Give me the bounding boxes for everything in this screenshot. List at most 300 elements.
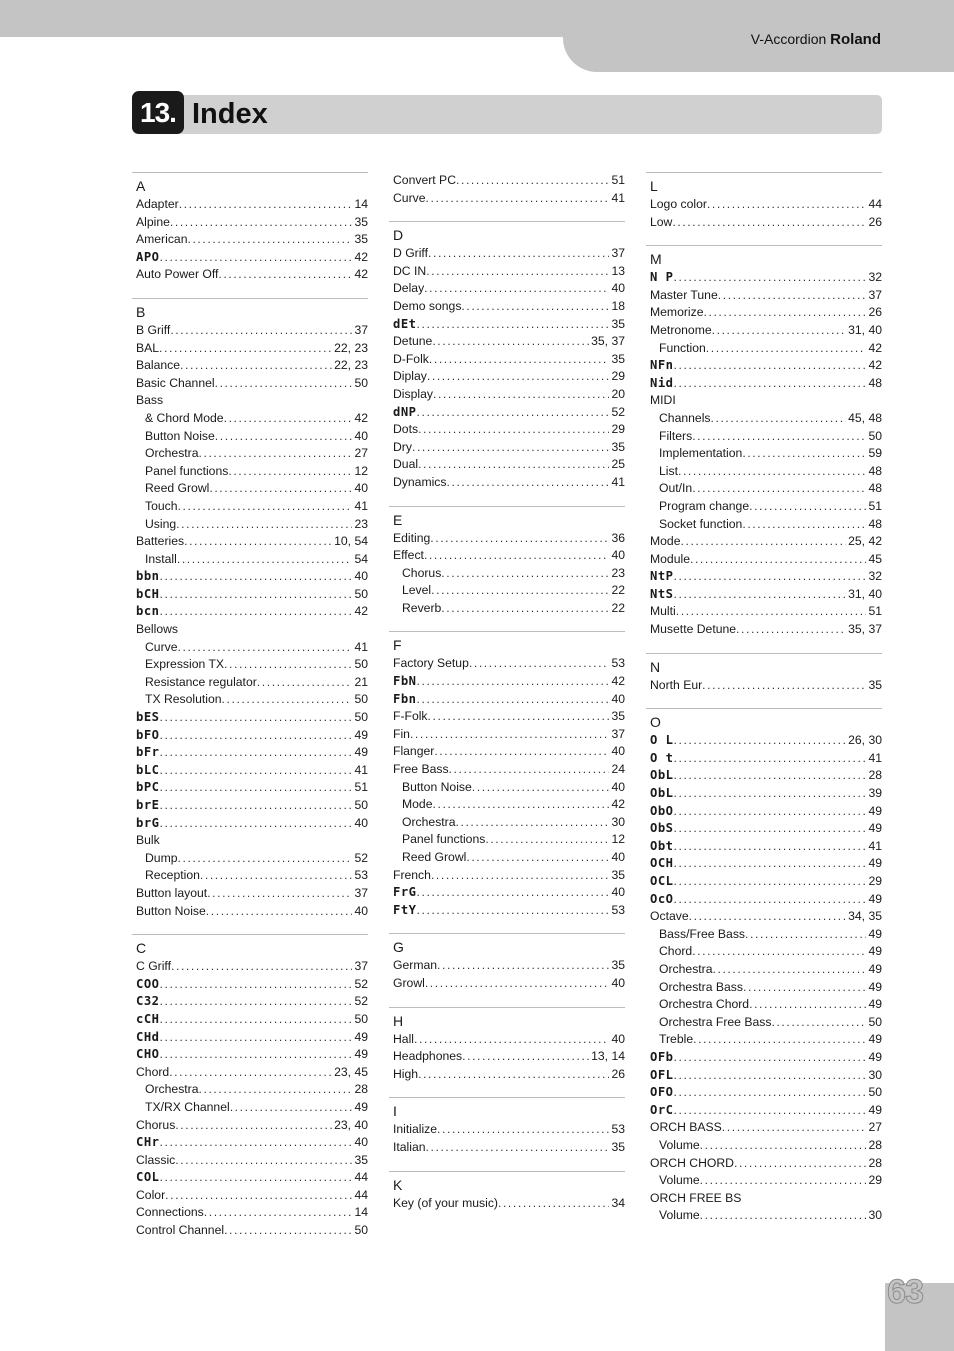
entry-page: 26 (868, 214, 882, 229)
dot-leader (692, 480, 866, 498)
index-subentry (389, 831, 625, 849)
entry-term: Diplay (393, 369, 427, 384)
entry-term: NtS (650, 586, 674, 601)
index-section (389, 506, 625, 632)
entry-term: O L (650, 733, 674, 748)
dot-leader (160, 762, 353, 780)
entry-page: 45 (868, 551, 882, 566)
entry-term: Mode (402, 797, 433, 812)
entry-term: Editing (393, 530, 431, 545)
index-entry (646, 1067, 882, 1085)
entry-page: 29 (611, 369, 625, 384)
dot-leader (159, 340, 332, 358)
entry-term: Program change (659, 498, 750, 513)
entry-term: Mode (650, 534, 681, 549)
index-section (389, 172, 625, 221)
header-brand (751, 31, 881, 48)
dot-leader (722, 1119, 867, 1137)
entry-page: 12 (354, 463, 368, 478)
entry-page: 12 (611, 832, 625, 847)
entry-term: Delay (393, 281, 425, 296)
entry-term: Alpine (136, 214, 170, 229)
dot-leader (215, 428, 353, 446)
dot-leader (160, 603, 353, 621)
entry-term: Treble (659, 1032, 694, 1047)
entry-term: Resistance regulator (145, 674, 257, 689)
index-entry (132, 586, 368, 604)
index-entry (132, 1029, 368, 1047)
index-subentry (132, 480, 368, 498)
section-letter: O (650, 714, 661, 731)
dot-leader (441, 600, 609, 618)
entry-term: bLC (136, 762, 160, 777)
dot-leader (160, 797, 353, 815)
entry-term: TX Resolution (145, 692, 222, 707)
index-entry (646, 392, 882, 410)
dot-leader (466, 849, 609, 867)
entry-page: 10, 54 (334, 534, 368, 549)
index-entry (132, 340, 368, 358)
dot-leader (169, 1064, 332, 1082)
dot-leader (178, 498, 353, 516)
entry-term: ORCH BASS (650, 1120, 722, 1135)
entry-page: 41 (611, 190, 625, 205)
index-entry (646, 304, 882, 322)
index-subentry (646, 1031, 882, 1049)
index-entry (132, 1152, 368, 1170)
dot-leader (177, 551, 353, 569)
index-entry (132, 762, 368, 780)
entry-page: 40 (611, 548, 625, 563)
entry-term: Volume (659, 1173, 700, 1188)
entry-page: 41 (354, 639, 368, 654)
entry-page: 48 (868, 481, 882, 496)
entry-term: Bass (136, 393, 164, 408)
entry-page: 35 (354, 232, 368, 247)
entry-page: 50 (354, 1223, 368, 1238)
index-subentry (646, 943, 882, 961)
entry-term: OCH (650, 856, 674, 871)
entry-page: 30 (868, 1208, 882, 1223)
entry-page: 40 (611, 850, 625, 864)
entry-page: 35 (611, 351, 625, 366)
entry-term: Orchestra Free Bass (659, 1014, 772, 1029)
index-section (389, 1097, 625, 1170)
index-entry (389, 351, 625, 369)
index-entry (132, 533, 368, 551)
dot-leader (414, 1031, 609, 1049)
entry-term: Reception (145, 868, 200, 883)
entry-page: 51 (868, 604, 882, 619)
dot-leader (224, 1222, 352, 1240)
entry-page: 35 (611, 958, 625, 973)
entry-page: 53 (354, 868, 368, 883)
dot-leader (432, 333, 589, 351)
entry-page: 37 (354, 885, 368, 900)
dot-leader (674, 873, 867, 891)
dot-leader (224, 410, 353, 428)
entry-page: 22, 23 (334, 340, 368, 355)
entry-term: Bellows (136, 622, 178, 637)
entry-term: Chorus (136, 1117, 176, 1132)
dot-leader (498, 1195, 609, 1213)
dot-leader (749, 996, 866, 1014)
entry-page: 49 (868, 1102, 882, 1117)
entry-page: 53 (611, 1122, 625, 1137)
index-entry (646, 785, 882, 803)
entry-term: & Chord Mode (145, 410, 224, 425)
index-subentry (646, 463, 882, 481)
entry-page: 32 (868, 270, 882, 285)
section-letter: H (393, 1012, 404, 1029)
entry-page: 36 (611, 530, 625, 545)
index-entry (646, 1155, 882, 1173)
dot-leader (674, 785, 867, 803)
entry-page: 28 (354, 1082, 368, 1097)
entry-page: 41 (868, 838, 882, 853)
dot-leader (441, 565, 609, 583)
dot-leader (700, 1207, 867, 1225)
index-entry (132, 779, 368, 797)
entry-term: Headphones (393, 1049, 463, 1064)
dot-leader (449, 761, 610, 779)
entry-term: TX/RX Channel (145, 1099, 230, 1114)
dot-leader (426, 190, 610, 208)
dot-leader (674, 586, 847, 604)
dot-leader (674, 1049, 867, 1067)
dot-leader (674, 820, 867, 838)
entry-page: 53 (611, 902, 625, 917)
dot-leader (674, 750, 867, 768)
entry-term: ObL (650, 786, 674, 801)
entry-term: Reverb (402, 600, 442, 615)
entry-term: D-Folk (393, 351, 429, 366)
dot-leader (437, 1121, 609, 1139)
entry-term: Panel functions (402, 832, 486, 847)
entry-term: Master Tune (650, 287, 718, 302)
entry-page: 48 (868, 375, 882, 390)
entry-page: 29 (611, 422, 625, 437)
dot-leader (434, 743, 609, 761)
dot-leader (692, 428, 866, 446)
entry-term: BAL (136, 340, 160, 355)
dot-leader (160, 249, 353, 267)
entry-page: 35 (868, 677, 882, 692)
dot-leader (690, 551, 866, 569)
entry-term: American (136, 232, 188, 247)
index-entry (646, 873, 882, 891)
entry-term: Demo songs (393, 298, 462, 313)
index-entry (389, 1066, 625, 1084)
entry-term: Curve (145, 639, 178, 654)
entry-term: Level (402, 583, 432, 598)
entry-page: 49 (868, 1032, 882, 1047)
entry-term: Memorize (650, 305, 704, 320)
entry-term: O t (650, 750, 674, 765)
dot-leader (431, 867, 610, 885)
section-letter: D (393, 227, 404, 244)
entry-page: 49 (868, 979, 882, 994)
entry-page: 37 (354, 322, 368, 337)
entry-term: F-Folk (393, 709, 428, 724)
index-entry (646, 586, 882, 604)
dot-leader (712, 322, 846, 340)
entry-term: Detune (393, 334, 433, 349)
dot-leader (417, 673, 610, 691)
index-subentry (646, 1207, 882, 1225)
dot-leader (447, 474, 610, 492)
entry-page: 37 (611, 726, 625, 741)
entry-term: Auto Power Off (136, 267, 219, 282)
entry-term: dNP (393, 404, 417, 419)
entry-term: Volume (659, 1208, 700, 1223)
entry-page: 49 (354, 1099, 368, 1114)
dot-leader (160, 1169, 353, 1187)
entry-term: Filters (659, 428, 693, 443)
entry-page: 22 (611, 583, 625, 598)
index-entry (646, 287, 882, 305)
index-section (389, 221, 625, 505)
dot-leader (222, 691, 353, 709)
entry-term: North Eur (650, 677, 703, 692)
index-entry (132, 196, 368, 214)
entry-page: 35 (354, 214, 368, 229)
dot-leader (175, 1117, 332, 1135)
dot-leader (674, 1067, 867, 1085)
index-subentry (132, 1081, 368, 1099)
entry-term: N P (650, 270, 674, 285)
entry-page: 40 (354, 428, 368, 443)
index-entry (646, 855, 882, 873)
entry-page: 35, 37 (591, 334, 625, 349)
entry-page: 50 (354, 692, 368, 707)
index-subentry (389, 849, 625, 867)
entry-page: 23 (354, 516, 368, 531)
entry-page: 35 (611, 1139, 625, 1154)
entry-term: Fin (393, 726, 410, 741)
entry-page: 59 (868, 446, 882, 461)
dot-leader (199, 1081, 353, 1099)
entry-term: CHd (136, 1029, 160, 1044)
dot-leader (674, 838, 867, 856)
entry-term: Growl (393, 975, 425, 990)
dot-leader (170, 322, 352, 340)
entry-term: Flanger (393, 744, 435, 759)
index-entry (389, 316, 625, 334)
dot-leader (437, 957, 609, 975)
entry-page: 49 (868, 926, 882, 941)
dot-leader (749, 498, 866, 516)
index-subentry (132, 850, 368, 868)
entry-term: Dual (393, 457, 419, 472)
section-letter: A (136, 178, 146, 194)
entry-page: 52 (354, 976, 368, 991)
entry-term: Button Noise (145, 428, 215, 443)
index-entry (132, 727, 368, 745)
section-letter: K (393, 1176, 403, 1193)
index-entry (389, 867, 625, 885)
entry-page: 25 (611, 457, 625, 472)
entry-page: 29 (868, 1173, 882, 1188)
entry-term: OFb (650, 1049, 674, 1064)
entry-term: CHO (136, 1047, 160, 1062)
entry-page: 40 (611, 744, 625, 759)
index-entry (646, 1102, 882, 1120)
dot-leader (418, 1066, 609, 1084)
entry-term: D Griff (393, 246, 428, 261)
index-entry (132, 1117, 368, 1135)
dot-leader (674, 767, 867, 785)
dot-leader (743, 979, 866, 997)
index-entry (389, 172, 625, 190)
entry-term: OFO (650, 1085, 674, 1100)
entry-term: Install (145, 551, 177, 566)
index-entry (389, 456, 625, 474)
index-entry (646, 357, 882, 375)
entry-term: dEt (393, 316, 417, 331)
entry-page: 40 (611, 885, 625, 900)
index-subentry (132, 410, 368, 428)
entry-term: German (393, 958, 438, 973)
index-entry (646, 803, 882, 821)
entry-page: 52 (354, 850, 368, 865)
index-entry (132, 357, 368, 375)
dot-leader (676, 603, 867, 621)
dot-leader (160, 993, 353, 1011)
entry-term: brE (136, 798, 160, 812)
dot-leader (461, 298, 609, 316)
entry-page: 34 (611, 1195, 625, 1210)
entry-page: 37 (354, 959, 368, 974)
entry-page: 32 (868, 569, 882, 584)
index-subentry (389, 779, 625, 797)
index-subentry (646, 926, 882, 944)
entry-term: FtY (393, 902, 417, 917)
section-letter: C (136, 940, 147, 957)
entry-page: 27 (354, 446, 368, 461)
index-entry (132, 1134, 368, 1152)
dot-leader (160, 779, 353, 797)
dot-leader (199, 445, 353, 463)
index-subentry (132, 463, 368, 481)
entry-term: Color (136, 1187, 166, 1202)
dot-leader (674, 891, 867, 909)
entry-term: Balance (136, 358, 181, 373)
index-entry (389, 386, 625, 404)
dot-leader (700, 1137, 867, 1155)
index-entry (132, 322, 368, 340)
entry-page: 50 (354, 798, 368, 812)
dot-leader (200, 867, 353, 885)
entry-page: 52 (354, 994, 368, 1009)
entry-page: 50 (868, 1085, 882, 1100)
section-letter: N (650, 658, 661, 675)
entry-page: 35 (611, 316, 625, 331)
dot-leader (736, 621, 846, 639)
entry-page: 23, 40 (334, 1117, 368, 1132)
entry-page: 50 (354, 657, 368, 672)
index-section (389, 1171, 625, 1227)
index-entry (646, 1084, 882, 1102)
dot-leader (700, 1172, 867, 1190)
dot-leader (711, 410, 847, 428)
dot-leader (417, 316, 610, 334)
entry-page: 52 (611, 404, 625, 419)
entry-page: 22 (611, 600, 625, 615)
entry-page: 40 (611, 779, 625, 794)
entry-page: 40 (354, 903, 368, 918)
entry-term: Touch (145, 498, 178, 513)
index-section (132, 934, 368, 1254)
entry-page: 23 (611, 565, 625, 580)
index-entry (132, 1169, 368, 1187)
index-subentry (646, 480, 882, 498)
dot-leader (410, 726, 610, 744)
brand-logo: Roland (830, 31, 881, 48)
dot-leader (207, 885, 352, 903)
entry-page: 31, 40 (848, 322, 882, 337)
entry-page: 14 (354, 1205, 368, 1220)
entry-page: 40 (611, 975, 625, 990)
index-section (389, 933, 625, 1006)
dot-leader (425, 975, 610, 993)
index-entry (646, 621, 882, 639)
entry-page: 44 (354, 1170, 368, 1185)
index-entry (132, 231, 368, 249)
entry-term: Dynamics (393, 474, 447, 489)
entry-term: brG (136, 815, 160, 830)
dot-leader (469, 655, 610, 673)
index-entry (389, 691, 625, 709)
section-letter: G (393, 939, 404, 956)
index-entry (389, 1031, 625, 1049)
entry-term: Orchestra Chord (659, 997, 750, 1012)
index-entry (389, 280, 625, 298)
index-subentry (132, 639, 368, 657)
entry-term: Metronome (650, 322, 712, 337)
index-subentry (389, 796, 625, 814)
index-entry (132, 266, 368, 284)
entry-page: 41 (611, 474, 625, 489)
entry-term: Panel functions (145, 463, 229, 478)
dot-leader (713, 961, 867, 979)
dot-leader (704, 304, 867, 322)
index-entry (646, 1049, 882, 1067)
index-entry (132, 903, 368, 921)
entry-page: 35 (611, 867, 625, 882)
index-entry (389, 421, 625, 439)
dot-leader (160, 727, 353, 745)
entry-term: NFn (650, 358, 674, 373)
dot-leader (689, 908, 846, 926)
entry-page: 26 (611, 1066, 625, 1081)
dot-leader (204, 1204, 353, 1222)
entry-term: CHr (136, 1135, 160, 1150)
entry-term: Multi (650, 604, 676, 619)
entry-term: APO (136, 249, 160, 264)
dot-leader (674, 568, 867, 586)
dot-leader (424, 280, 609, 298)
entry-term: Adapter (136, 197, 179, 211)
index-subentry (132, 656, 368, 674)
entry-page: 40 (611, 281, 625, 296)
dot-leader (206, 903, 353, 921)
dot-leader (417, 691, 610, 709)
index-subentry (132, 691, 368, 709)
entry-term: bFO (136, 727, 160, 742)
entry-term: Dump (145, 850, 178, 865)
entry-page: 50 (868, 1014, 882, 1029)
